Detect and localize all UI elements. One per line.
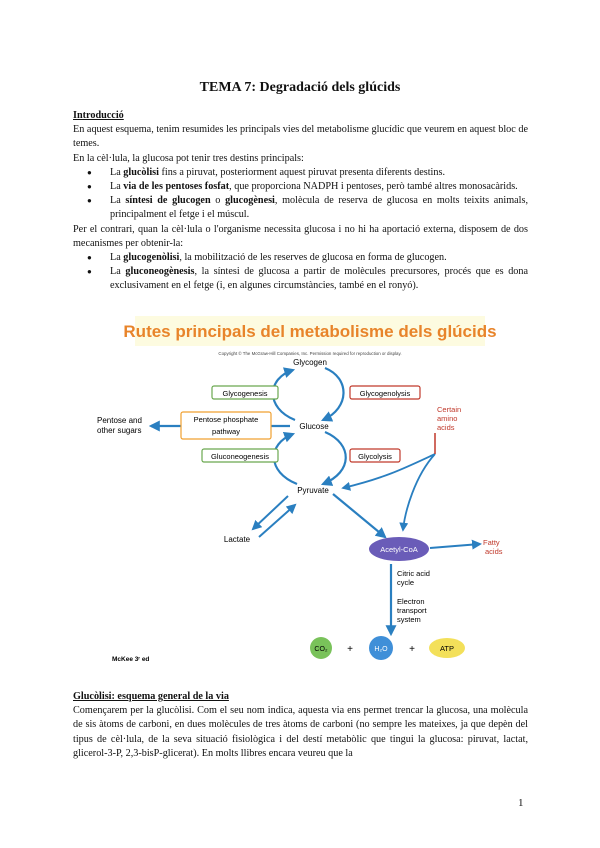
mecanismes-list (73, 251, 528, 294)
h2o-label: H₂O (374, 646, 388, 653)
list-item: ● La glucòlisi fins a piruvat, posteriorment aquest piruvat presenta diferents destins. (73, 166, 528, 180)
acetylcoa-label: Acetyl-CoA (380, 545, 418, 554)
page-number: 1 (518, 797, 524, 809)
list-item: ● La glucogenòlisi, la mobilització de les reserves de glucosa en forma de glucogen. (73, 251, 528, 265)
pyruvate-label: Pyruvate (297, 486, 329, 495)
glucose-label: Glucose (299, 422, 329, 431)
gluconeogenesis-label: Gluconeogenesis (211, 452, 269, 461)
intro-section (73, 109, 528, 294)
amino-label-3: acids (437, 423, 455, 432)
plus-1: + (347, 644, 353, 655)
glycolysis-paragraph: Començarem per la glucòlisi. Com el seu nom indica, aquesta via ens permet trencar la glucosa, una molècula de sis àtoms de carboni, en dues molècules de tres àtoms de carboni (no sempre les mateixes, ja que depèn del tipus de cèl·lula, de la seva situació fisiològica i del destí metabòlic que tingui la glucosa: piruvat, lactat, glicerol-3-P, 2,3-bisP-glicerat). En molts llibres encara veureu que la (73, 705, 528, 759)
amino-label-1: Certain (437, 405, 462, 414)
etc-label-1: Electron (397, 597, 425, 606)
pentose-label-2: other sugars (97, 426, 142, 435)
glycolysis-arrow (323, 432, 346, 484)
list-item: ● La gluconeogènesis, la síntesi de glucosa a partir de molècules precursores, procés que es dona exclusivament en el fetge (i, en algunes circumstàncies, també en el ronyó). (73, 265, 528, 293)
intro-paragraph-3: Per el contrari, quan la cèl·lula o l'organisme necessita glucosa i no hi ha aportació externa, disposem de dos mecanismes per obtenir-la: (73, 223, 528, 249)
citric-label-1: Citric acid (397, 569, 430, 578)
figure-source: McKee 3ʳ ed (112, 656, 150, 663)
glycogenolysis-arrow (323, 368, 344, 420)
pentose-label-1: Pentose and (97, 416, 142, 425)
page-title: TEMA 7: Degradació dels glúcids (199, 80, 401, 95)
acetylcoa-to-fatty-arrow (430, 544, 480, 548)
destins-list (73, 166, 528, 223)
ppp-label-1: Pentose phosphate (193, 415, 259, 424)
etc-label-2: transport (397, 606, 427, 615)
fatty-label-2: acids (485, 547, 503, 556)
lactate-to-pyruvate-arrow (259, 505, 295, 537)
intro-heading: Introducció (73, 110, 124, 121)
glycogenolysis-label: Glycogenolysis (359, 389, 411, 398)
pyruvate-to-lactate-arrow (253, 496, 288, 529)
figure-banner-text: Rutes principals del metabolisme dels glúcids (123, 322, 497, 341)
ppp-label-2: pathway (212, 427, 240, 436)
etc-label-3: system (397, 615, 421, 624)
glycolysis-section (73, 690, 528, 761)
citric-label-2: cycle (397, 578, 415, 587)
metabolism-figure (85, 316, 525, 666)
fatty-label-1: Fatty (483, 538, 500, 547)
glycogenesis-label: Glycogenesis (222, 389, 268, 398)
glycogen-label: Glycogen (293, 358, 327, 367)
intro-paragraph-1: En aquest esquema, tenim resumides les principals vies del metabolisme glucídic que veurem en aquest bloc de temes. (73, 124, 528, 150)
lactate-label: Lactate (223, 535, 251, 544)
co2-label: CO₂ (314, 646, 328, 653)
intro-paragraph-2: En la cèl·lula, la glucosa pot tenir tres destins principals: (73, 152, 304, 164)
list-item: ● La síntesi de glucogen o glucogènesi, molècula de reserva de glucosa en molts teixits animals, principalment el fetge i el múscul. (73, 194, 528, 222)
list-item: ● La via de les pentoses fosfat, que proporciona NADPH i pentoses, però també altres monosacàrids. (73, 180, 528, 194)
atp-label: ATP (439, 644, 455, 653)
glycolysis-heading: Glucòlisi: esquema general de la via (73, 691, 229, 702)
amino-label-2: amino (437, 414, 458, 423)
amino-to-acetylcoa-arrow (403, 454, 435, 530)
plus-2: + (409, 644, 415, 655)
glycolysis-label: Glycolysis (358, 452, 392, 461)
pyruvate-to-acetylcoa-arrow (333, 494, 385, 537)
figure-copyright: Copyright © The McGraw-Hill Companies, Inc. Permission required for reproduction or display. (218, 351, 402, 356)
